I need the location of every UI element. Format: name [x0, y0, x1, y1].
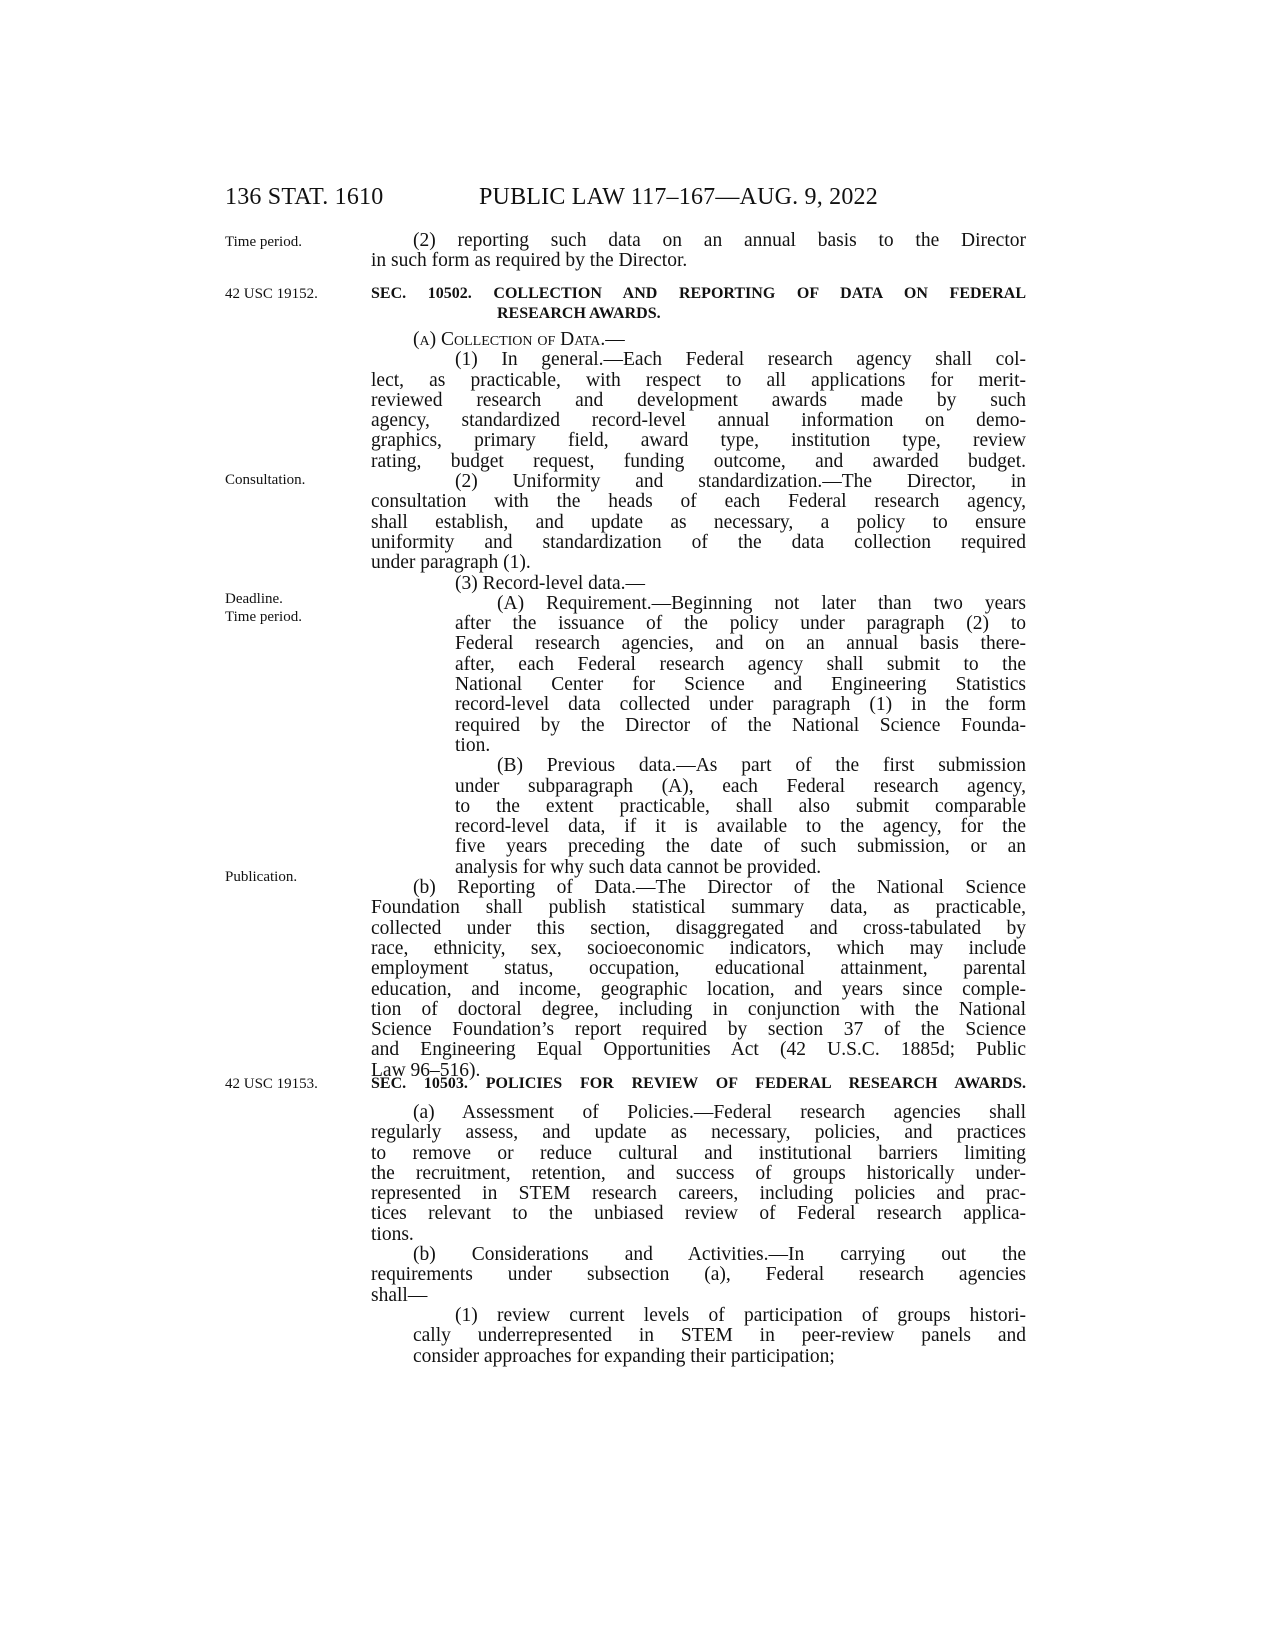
text-line: consultation with the heads of each Federal research agency, — [371, 491, 1026, 513]
text-line: the recruitment, retention, and success of groups historically under- — [371, 1162, 1026, 1184]
text-line: regularly assess, and update as necessary, policies, and practices — [371, 1122, 1026, 1144]
text-line: requirements under subsection (a), Federal research agencies — [371, 1264, 1026, 1286]
text-line: race, ethnicity, sex, socioeconomic indicators, which may include — [371, 937, 1026, 959]
text-line: education, and income, geographic location, and years since comple- — [371, 978, 1026, 1000]
text-line: (b) Reporting of Data.—The Director of the National Science — [413, 877, 1026, 899]
subsection-heading: (a) Collection of Data.— — [413, 329, 625, 350]
text-line: shall— — [371, 1284, 428, 1306]
text-line: lect, as practicable, with respect to all applications for merit- — [371, 369, 1026, 391]
text-line: five years preceding the date of such submission, or an — [455, 836, 1026, 858]
margin-note-deadline: Deadline. — [225, 591, 283, 607]
text-line: analysis for why such data cannot be provided. — [455, 856, 822, 878]
text-line: tion. — [455, 734, 491, 756]
text-line: rating, budget request, funding outcome, and awarded budget. — [371, 450, 1026, 472]
text-line: (1) In general.—Each Federal research agency shall col- — [455, 349, 1026, 371]
text-line: (B) Previous data.—As part of the first submission — [497, 755, 1026, 777]
text-line: Federal research agencies, and on an annual basis there- — [455, 633, 1026, 655]
margin-note-time-period: Time period. — [225, 234, 302, 250]
text-line: (2) Uniformity and standardization.—The Director, in — [455, 471, 1026, 493]
text-line: uniformity and standardization of the data collection required — [371, 531, 1026, 553]
text-line: tion of doctoral degree, including in conjunction with the National — [371, 998, 1026, 1020]
text-line: after the issuance of the policy under paragraph (2) to — [455, 613, 1026, 635]
text-line: reviewed research and development awards made by such — [371, 389, 1026, 411]
text-line: under paragraph (1). — [371, 552, 531, 574]
text-line: (b) Considerations and Activities.—In carrying out the — [413, 1244, 1026, 1266]
margin-note-time-period: Time period. — [225, 609, 302, 625]
text-line: tices relevant to the unbiased review of Federal research applica- — [371, 1203, 1026, 1225]
text-line: (A) Requirement.—Beginning not later than two years — [497, 592, 1026, 614]
text-line: record-level data, if it is available to the agency, for the — [455, 816, 1026, 838]
text-line: agency, standardized record-level annual information on demo- — [371, 410, 1026, 432]
text-line: under subparagraph (A), each Federal research agency, — [455, 775, 1026, 797]
text-line: and Engineering Equal Opportunities Act (42 U.S.C. 1885d; Public — [371, 1039, 1026, 1061]
margin-note-usc-19152: 42 USC 19152. — [225, 286, 318, 302]
text-line: Law 96–516). — [371, 1059, 481, 1081]
page-stat-number: 136 STAT. 1610 — [225, 184, 384, 210]
margin-note-usc-19153: 42 USC 19153. — [225, 1076, 318, 1092]
section-title-line: SEC. 10503. POLICIES FOR REVIEW OF FEDERAL RESEARCH AWARDS. — [371, 1075, 1026, 1092]
text-line: (1) review current levels of participation of groups histori- — [455, 1304, 1026, 1326]
text-line: collected under this section, disaggregated and cross-tabulated by — [371, 917, 1026, 939]
text-line: shall establish, and update as necessary, a policy to ensure — [371, 511, 1026, 533]
text-line: consider approaches for expanding their participation; — [413, 1345, 835, 1367]
section-10503-body — [371, 1103, 1026, 1367]
text-line: record-level data collected under paragraph (1) in the form — [455, 694, 1026, 716]
subsection-a-collection — [371, 330, 1026, 1081]
text-line: cally underrepresented in STEM in peer-review panels and — [413, 1325, 1026, 1347]
text-line: tions. — [371, 1223, 414, 1245]
text-line: after, each Federal research agency shall submit to the — [455, 653, 1026, 675]
paragraph-2-reporting — [371, 231, 1026, 272]
text-line: Foundation shall publish statistical summary data, as practicable, — [371, 897, 1026, 919]
text-line: to remove or reduce cultural and institutional barriers limiting — [371, 1142, 1026, 1164]
text-line: National Center for Science and Engineering Statistics — [455, 674, 1026, 696]
text-line: in such form as required by the Director. — [371, 250, 688, 272]
text-line: employment status, occupation, educational attainment, parental — [371, 958, 1026, 980]
text-line: Science Foundation’s report required by section 37 of the Science — [371, 1019, 1026, 1041]
text-line: graphics, primary field, award type, institution type, review — [371, 430, 1026, 452]
paragraph-heading: (3) Record-level data.— — [455, 572, 646, 594]
margin-note-consultation: Consultation. — [225, 472, 306, 488]
running-header: PUBLIC LAW 117–167—AUG. 9, 2022 — [479, 184, 878, 210]
text-line: represented in STEM research careers, including policies and prac- — [371, 1183, 1026, 1205]
section-10503-heading — [371, 1074, 1026, 1094]
text-line: to the extent practicable, shall also submit comparable — [455, 795, 1026, 817]
section-10502-heading — [371, 284, 1026, 324]
section-title-line: RESEARCH AWARDS. — [497, 305, 661, 322]
margin-note-publication: Publication. — [225, 869, 298, 885]
text-line: (a) Assessment of Policies.—Federal research agencies shall — [413, 1102, 1026, 1123]
text-line: (2) reporting such data on an annual basis to the Director — [413, 230, 1026, 251]
section-title-line: SEC. 10502. COLLECTION AND REPORTING OF DATA ON FEDERAL — [371, 285, 1026, 302]
text-line: required by the Director of the National Science Founda- — [455, 714, 1026, 736]
